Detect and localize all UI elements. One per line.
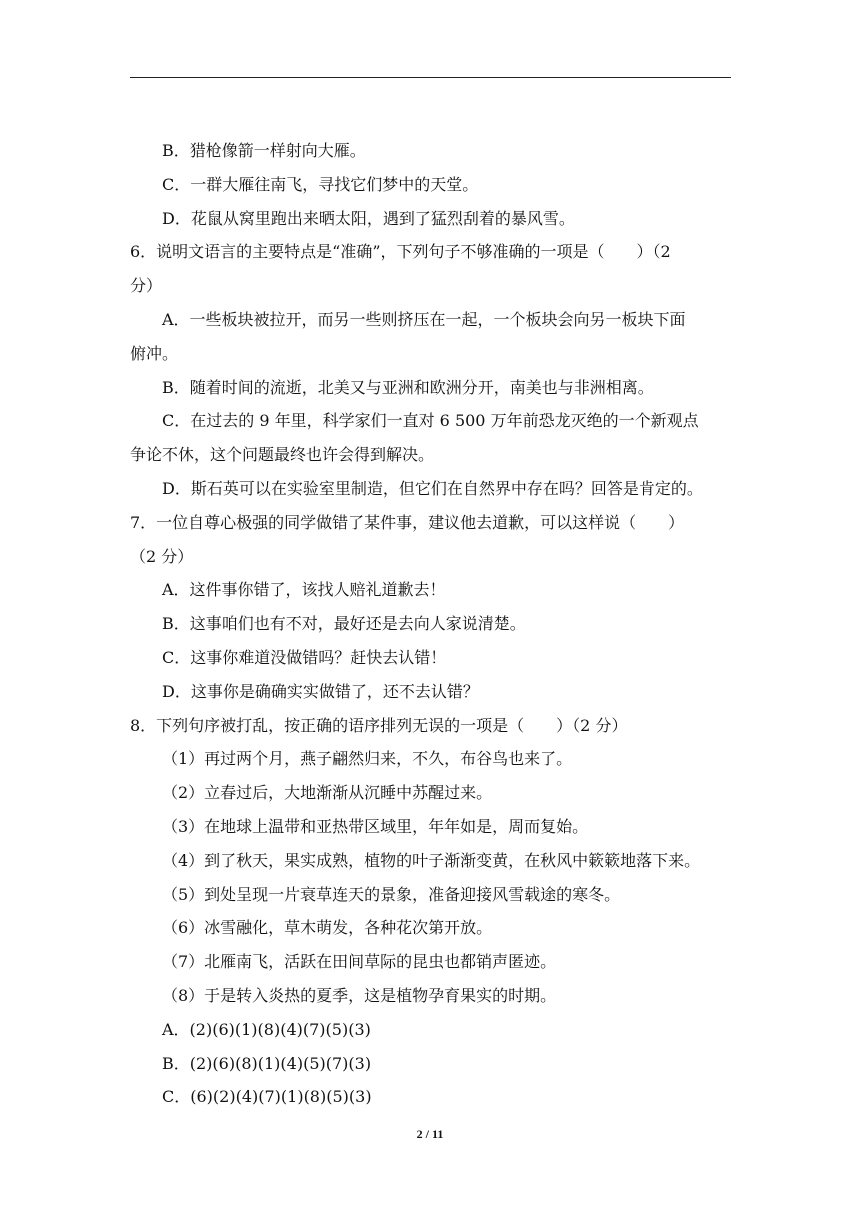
text-line-8s5: （5）到处呈现一片衰草连天的景象，准备迎接风雪载途的寒冬。 (162, 884, 621, 904)
text-line-8s3: （3）在地球上温带和亚热带区域里，年年如是，周而复始。 (162, 816, 589, 836)
page-number: 2 / 11 (416, 1127, 444, 1141)
text-line-7b: B．这事咱们也有不对，最好还是去向人家说清楚。 (162, 614, 526, 634)
text-line-7d: D．这事你是确确实实做错了，还不去认错？ (162, 681, 479, 701)
text-line-8a: A．(2)(6)(1)(8)(4)(7)(5)(3) (162, 1019, 371, 1039)
text-line-8s4: （4）到了秋天，果实成熟，植物的叶子渐渐变黄，在秋风中簌簌地落下来。 (162, 850, 701, 870)
document-body (130, 134, 731, 1114)
text-line-8s7: （7）北雁南飞，活跃在田间草际的昆虫也都销声匿迹。 (162, 952, 557, 972)
text-line-8s8: （8）于是转入炎热的夏季，这是植物孕育果实的时期。 (162, 985, 557, 1005)
text-line-6b: B．随着时间的流逝，北美又与亚洲和欧洲分开，南美也与非洲相离。 (162, 377, 654, 397)
text-line-6q1: 6．说明文语言的主要特点是“准确”，下列句子不够准确的一项是（ ）（2 (130, 242, 671, 262)
text-line-8q: 8．下列句序被打乱，按正确的语序排列无误的一项是（ ）（2 分） (130, 715, 628, 735)
text-line-6d: D．斯石英可以在实验室里制造，但它们在自然界中存在吗？回答是肯定的。 (162, 478, 703, 498)
text-line-6c2: 争论不休，这个问题最终也许会得到解决。 (130, 445, 435, 465)
text-line-8c: C．(6)(2)(4)(7)(1)(8)(5)(3) (162, 1087, 372, 1107)
text-line-5b: B．猎枪像箭一样射向大雁。 (162, 141, 366, 160)
text-line-6a2: 俯冲。 (130, 343, 179, 363)
text-line-5c: C．一群大雁往南飞，寻找它们梦中的天堂。 (162, 174, 479, 194)
text-line-5d: D．花鼠从窝里跑出来晒太阳，遇到了猛烈刮着的暴风雪。 (162, 208, 575, 228)
text-line-7c: C．这事你难道没做错吗？赶快去认错！ (162, 647, 447, 667)
text-line-8s2: （2）立春过后，大地渐渐从沉睡中苏醒过来。 (162, 783, 493, 803)
text-line-8s1: （1）再过两个月，燕子翩然归来，不久，布谷鸟也来了。 (162, 749, 573, 769)
text-line-7q1: 7．一位自尊心极强的同学做错了某件事，建议他去道歉，可以这样说（ ） (130, 512, 685, 532)
text-line-7q2: （2 分） (130, 546, 194, 566)
text-line-8s6: （6）冰雪融化，草木萌发，各种花次第开放。 (162, 918, 493, 938)
text-line-7a: A．这件事你错了，该找人赔礼道歉去！ (162, 580, 446, 600)
text-line-6c1: C．在过去的 9 年里，科学家们一直对 6 500 万年前恐龙灭绝的一个新观点 (162, 411, 699, 431)
text-line-6q2: 分） (130, 276, 163, 296)
header-rule (130, 77, 731, 78)
text-line-8b: B．(2)(6)(8)(1)(4)(5)(7)(3) (162, 1053, 372, 1073)
text-line-6a1: A．一些板块被拉开，而另一些则挤压在一起，一个板块会向另一板块下面 (162, 309, 686, 329)
